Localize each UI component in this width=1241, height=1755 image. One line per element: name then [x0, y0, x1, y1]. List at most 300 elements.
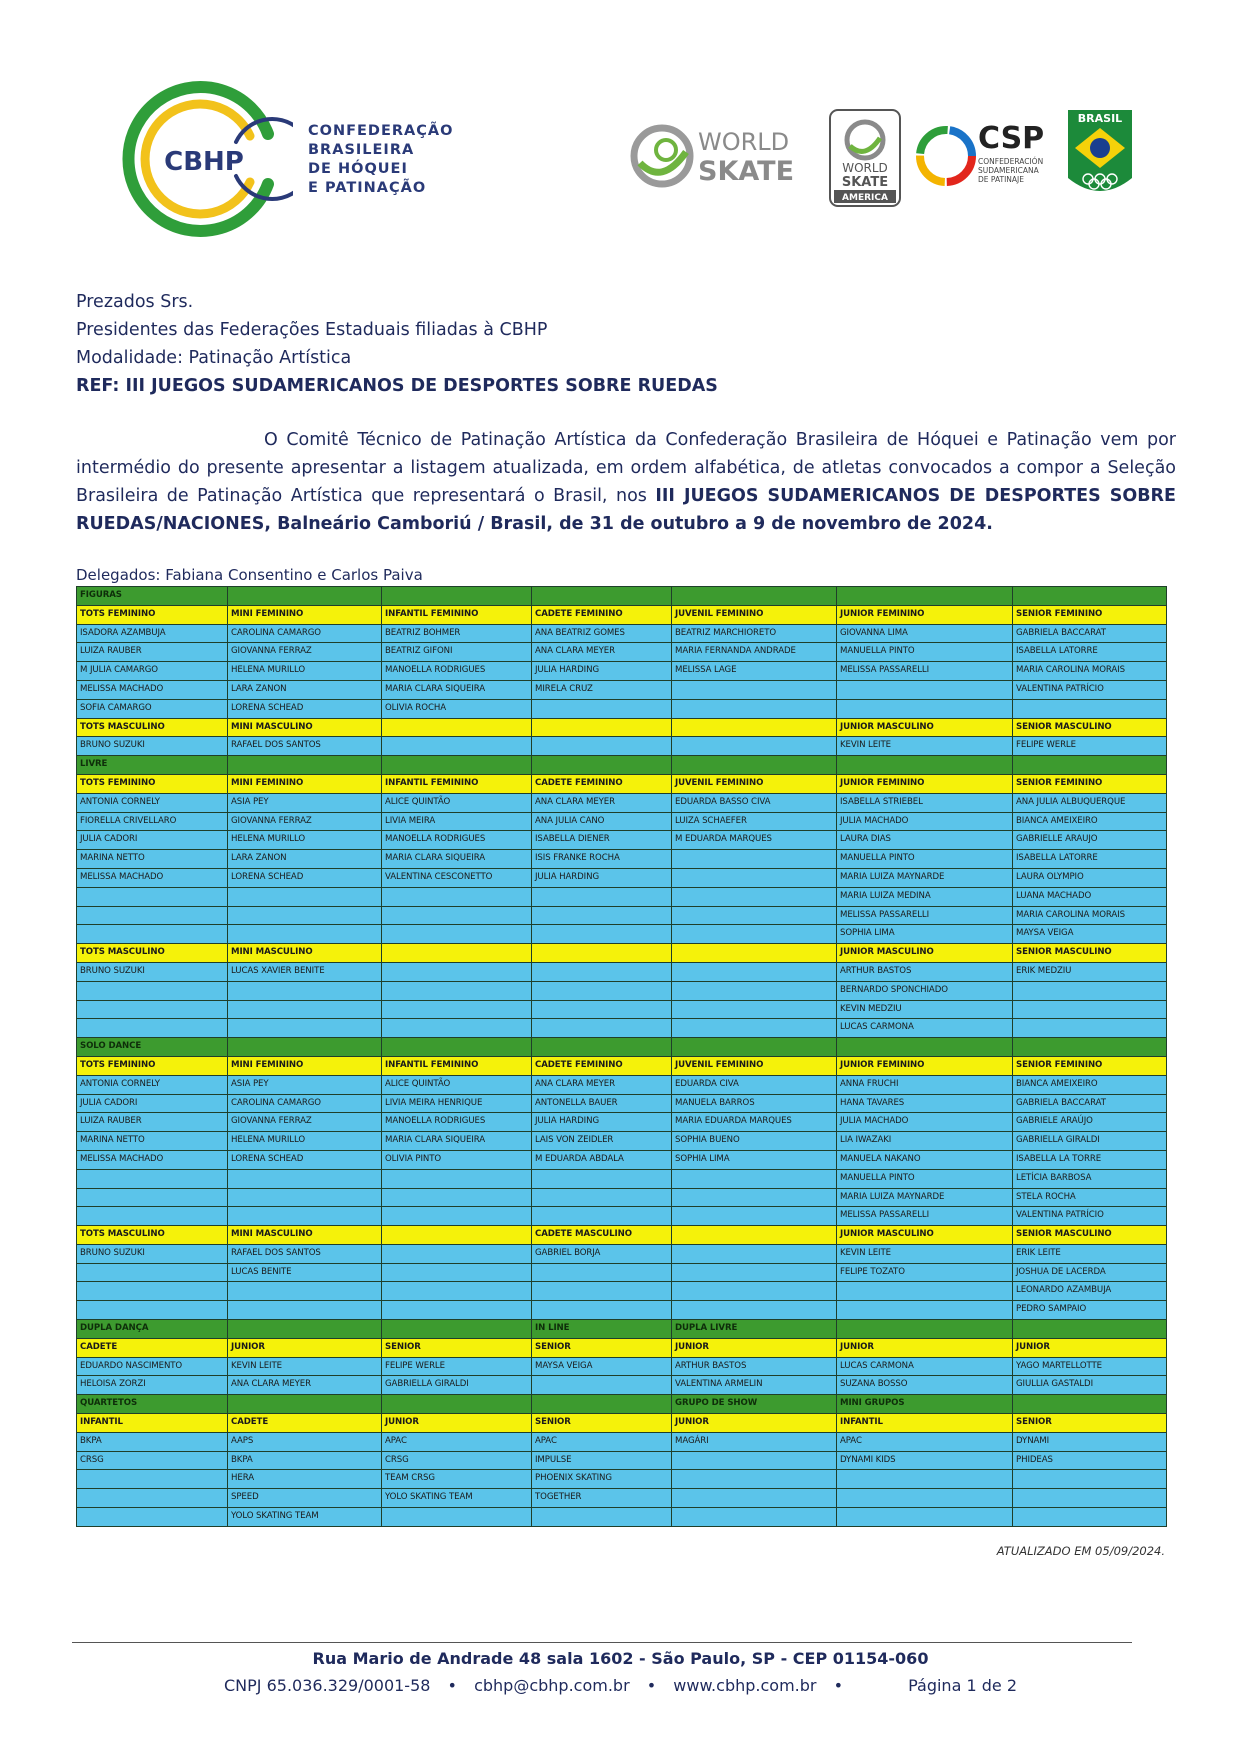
athlete-cell: [672, 925, 837, 944]
section-cell: [837, 587, 1013, 606]
athlete-cell: [532, 737, 672, 756]
athlete-cell: GABRIELLA GIRALDI: [382, 1376, 532, 1395]
athlete-cell: GABRIEL BORJA: [532, 1244, 672, 1263]
athlete-cell: [672, 1000, 837, 1019]
brasil-word: BRASIL: [1077, 112, 1123, 125]
athlete-cell: YAGO MARTELLOTTE: [1013, 1357, 1167, 1376]
category-cell: TOTS MASCULINO: [77, 1226, 228, 1245]
athlete-cell: MARIA LUIZA MEDINA: [837, 887, 1013, 906]
delegates-line: Delegados: Fabiana Consentino e Carlos Paiva: [76, 566, 423, 584]
athlete-cell: [532, 1207, 672, 1226]
athlete-cell: [77, 1508, 228, 1527]
athlete-cell: IMPULSE: [532, 1451, 672, 1470]
athlete-cell: CRSG: [77, 1451, 228, 1470]
athlete-cell: GIOVANNA FERRAZ: [228, 643, 382, 662]
athlete-cell: CRSG: [382, 1451, 532, 1470]
category-cell: SENIOR: [1013, 1414, 1167, 1433]
athlete-cell: GABRIELA BACCARAT: [1013, 1094, 1167, 1113]
category-cell: JUVENIL FEMININO: [672, 605, 837, 624]
brasil-olympic-shield: [1068, 110, 1132, 191]
wsa-word-3: AMERICA: [842, 193, 888, 203]
athlete-row: [77, 643, 1167, 662]
category-cell: [382, 944, 532, 963]
athlete-cell: BIANCA AMEIXEIRO: [1013, 812, 1167, 831]
category-cell: SENIOR FEMININO: [1013, 605, 1167, 624]
section-cell: IN LINE: [532, 1320, 672, 1339]
athlete-cell: [532, 1169, 672, 1188]
athlete-cell: MAYSA VEIGA: [532, 1357, 672, 1376]
category-cell: MINI MASCULINO: [228, 1226, 382, 1245]
athlete-cell: MARIA CLARA SIQUEIRA: [382, 1132, 532, 1151]
athlete-cell: [228, 906, 382, 925]
athlete-cell: [228, 887, 382, 906]
athlete-cell: [672, 1263, 837, 1282]
athlete-cell: LUCAS CARMONA: [837, 1019, 1013, 1038]
category-cell: [532, 944, 672, 963]
athlete-cell: [532, 1508, 672, 1527]
csp-line-3: DE PATINAJE: [978, 175, 1024, 184]
athlete-row: [77, 1263, 1167, 1282]
footer-cnpj: CNPJ 65.036.329/0001-58: [223, 1676, 431, 1695]
athlete-cell: [532, 1000, 672, 1019]
athlete-row: [77, 737, 1167, 756]
athlete-cell: [228, 925, 382, 944]
section-row: [77, 1320, 1167, 1339]
athlete-cell: MANOELLA RODRIGUES: [382, 1113, 532, 1132]
section-row: [77, 1038, 1167, 1057]
athlete-cell: HANA TAVARES: [837, 1094, 1013, 1113]
athlete-cell: [382, 1019, 532, 1038]
athlete-cell: [228, 1282, 382, 1301]
athlete-cell: JOSHUA DE LACERDA: [1013, 1263, 1167, 1282]
category-cell: JUNIOR FEMININO: [837, 605, 1013, 624]
athlete-cell: MANOELLA RODRIGUES: [382, 831, 532, 850]
athlete-cell: MARIA LUIZA MAYNARDE: [837, 868, 1013, 887]
athlete-cell: ANA BEATRIZ GOMES: [532, 624, 672, 643]
athlete-row: [77, 662, 1167, 681]
updated-note: ATUALIZADO EM 05/09/2024.: [996, 1544, 1165, 1558]
athlete-cell: [382, 887, 532, 906]
athlete-cell: LORENA SCHEAD: [228, 868, 382, 887]
athlete-cell: [532, 1188, 672, 1207]
athlete-row: [77, 1132, 1167, 1151]
athlete-cell: [532, 962, 672, 981]
section-row: [77, 756, 1167, 775]
section-cell: [228, 756, 382, 775]
athlete-cell: [672, 1188, 837, 1207]
cbhp-name-line-2: BRASILEIRA: [308, 142, 415, 158]
athlete-cell: MANUELA BARROS: [672, 1094, 837, 1113]
csp-line-1: CONFEDERACIÓN: [978, 157, 1044, 166]
athlete-row: [77, 624, 1167, 643]
athlete-cell: OLIVIA PINTO: [382, 1150, 532, 1169]
athlete-cell: ASIA PEY: [228, 1075, 382, 1094]
section-cell: [672, 587, 837, 606]
category-cell: TOTS FEMININO: [77, 605, 228, 624]
section-cell: QUARTETOS: [77, 1395, 228, 1414]
athlete-cell: BERNARDO SPONCHIADO: [837, 981, 1013, 1000]
athlete-cell: MARINA NETTO: [77, 850, 228, 869]
category-cell: SENIOR MASCULINO: [1013, 944, 1167, 963]
athlete-cell: LEONARDO AZAMBUJA: [1013, 1282, 1167, 1301]
reference-line: REF: III JUEGOS SUDAMERICANOS DE DESPORTES SOBRE RUEDAS: [76, 376, 718, 396]
athlete-cell: MELISSA MACHADO: [77, 1150, 228, 1169]
athlete-cell: [1013, 1000, 1167, 1019]
athlete-cell: ASIA PEY: [228, 793, 382, 812]
section-cell: [532, 756, 672, 775]
category-cell: JUNIOR: [672, 1338, 837, 1357]
athlete-cell: [837, 680, 1013, 699]
athlete-cell: MANUELLA PINTO: [837, 1169, 1013, 1188]
athlete-cell: BEATRIZ MARCHIORETO: [672, 624, 837, 643]
athlete-cell: ISABELLA LA TORRE: [1013, 1150, 1167, 1169]
athlete-cell: LAURA DIAS: [837, 831, 1013, 850]
athlete-cell: M JULIA CAMARGO: [77, 662, 228, 681]
category-header-row: [77, 944, 1167, 963]
athlete-cell: ANA JULIA CANO: [532, 812, 672, 831]
athlete-cell: [77, 1000, 228, 1019]
athlete-cell: ISADORA AZAMBUJA: [77, 624, 228, 643]
athlete-cell: [382, 1301, 532, 1320]
category-cell: SENIOR: [382, 1338, 532, 1357]
athlete-cell: [77, 1207, 228, 1226]
athlete-cell: [228, 1207, 382, 1226]
athlete-cell: DYNAMI KIDS: [837, 1451, 1013, 1470]
section-cell: [532, 1395, 672, 1414]
athlete-cell: MIRELA CRUZ: [532, 680, 672, 699]
athlete-cell: MELISSA MACHADO: [77, 868, 228, 887]
athlete-cell: LUIZA RAUBER: [77, 1113, 228, 1132]
athlete-cell: SUZANA BOSSO: [837, 1376, 1013, 1395]
athlete-cell: [382, 1244, 532, 1263]
athlete-cell: [672, 1489, 837, 1508]
category-cell: [672, 944, 837, 963]
category-cell: TOTS MASCULINO: [77, 944, 228, 963]
athlete-cell: MARIA CLARA SIQUEIRA: [382, 680, 532, 699]
athlete-cell: [672, 1169, 837, 1188]
athlete-cell: RAFAEL DOS SANTOS: [228, 737, 382, 756]
athlete-cell: TEAM CRSG: [382, 1470, 532, 1489]
section-cell: [382, 1395, 532, 1414]
athlete-cell: SOPHIA LIMA: [837, 925, 1013, 944]
athlete-cell: [382, 1169, 532, 1188]
athlete-cell: [77, 1470, 228, 1489]
athlete-row: [77, 1451, 1167, 1470]
athlete-cell: MELISSA LAGE: [672, 662, 837, 681]
athlete-cell: [77, 906, 228, 925]
athlete-cell: LARA ZANON: [228, 680, 382, 699]
category-cell: CADETE: [77, 1338, 228, 1357]
cbhp-name-line-1: CONFEDERAÇÃO: [308, 123, 454, 139]
category-cell: JUNIOR: [672, 1414, 837, 1433]
world-skate-america-logo: [830, 110, 900, 206]
athlete-cell: LUCAS CARMONA: [837, 1357, 1013, 1376]
athlete-cell: [77, 1301, 228, 1320]
athlete-cell: BEATRIZ BOHMER: [382, 624, 532, 643]
salutation: Prezados Srs.: [76, 292, 194, 312]
athlete-cell: LAURA OLYMPIO: [1013, 868, 1167, 887]
category-header-row: [77, 1056, 1167, 1075]
athlete-cell: LUCAS XAVIER BENITE: [228, 962, 382, 981]
athlete-cell: [532, 887, 672, 906]
section-cell: [672, 756, 837, 775]
athlete-cell: APAC: [382, 1432, 532, 1451]
section-cell: SOLO DANCE: [77, 1038, 228, 1057]
letter-header: [76, 288, 1176, 400]
athlete-cell: [228, 981, 382, 1000]
category-cell: SENIOR: [532, 1338, 672, 1357]
athlete-cell: PHOENIX SKATING: [532, 1470, 672, 1489]
category-cell: SENIOR: [532, 1414, 672, 1433]
athlete-cell: [382, 1000, 532, 1019]
athlete-row: [77, 1508, 1167, 1527]
athlete-cell: LORENA SCHEAD: [228, 1150, 382, 1169]
athlete-cell: KEVIN MEDZIU: [837, 1000, 1013, 1019]
athlete-cell: HELENA MURILLO: [228, 831, 382, 850]
category-cell: JUVENIL FEMININO: [672, 1056, 837, 1075]
athlete-cell: MELISSA PASSARELLI: [837, 1207, 1013, 1226]
athlete-cell: [532, 1301, 672, 1320]
csp-abbr: CSP: [978, 121, 1045, 156]
category-cell: [672, 1226, 837, 1245]
athlete-cell: MARIA EDUARDA MARQUES: [672, 1113, 837, 1132]
athlete-cell: LETÍCIA BARBOSA: [1013, 1169, 1167, 1188]
athlete-cell: [382, 1188, 532, 1207]
section-cell: [1013, 1395, 1167, 1414]
athlete-row: [77, 793, 1167, 812]
athlete-cell: VALENTINA PATRÍCIO: [1013, 1207, 1167, 1226]
category-cell: JUVENIL FEMININO: [672, 774, 837, 793]
cbhp-abbr: CBHP: [164, 147, 244, 177]
athlete-cell: LUANA MACHADO: [1013, 887, 1167, 906]
category-cell: SENIOR FEMININO: [1013, 774, 1167, 793]
athlete-cell: [382, 981, 532, 1000]
footer-address: Rua Mario de Andrade 48 sala 1602 - São Paulo, SP - CEP 01154-060: [312, 1649, 929, 1668]
athlete-row: [77, 1244, 1167, 1263]
athlete-cell: STELA ROCHA: [1013, 1188, 1167, 1207]
athlete-cell: [532, 906, 672, 925]
section-cell: [672, 1038, 837, 1057]
athlete-cell: [532, 699, 672, 718]
athlete-cell: [532, 1263, 672, 1282]
athlete-row: [77, 699, 1167, 718]
athlete-cell: [672, 737, 837, 756]
footer-bullet-3: •: [833, 1676, 843, 1695]
modality: Modalidade: Patinação Artística: [76, 348, 352, 368]
athlete-cell: YOLO SKATING TEAM: [228, 1508, 382, 1527]
athlete-cell: ARTHUR BASTOS: [837, 962, 1013, 981]
athlete-cell: [672, 868, 837, 887]
athlete-cell: GIOVANNA FERRAZ: [228, 812, 382, 831]
category-cell: SENIOR MASCULINO: [1013, 1226, 1167, 1245]
athlete-cell: MARINA NETTO: [77, 1132, 228, 1151]
footer-website[interactable]: www.cbhp.com.br: [673, 1676, 817, 1695]
athlete-cell: MARIA CAROLINA MORAIS: [1013, 906, 1167, 925]
athlete-row: [77, 1470, 1167, 1489]
athlete-cell: [77, 925, 228, 944]
category-cell: INFANTIL FEMININO: [382, 1056, 532, 1075]
athlete-row: [77, 1019, 1167, 1038]
athlete-row: [77, 868, 1167, 887]
athlete-cell: LUCAS BENITE: [228, 1263, 382, 1282]
athlete-cell: ANNA FRUCHI: [837, 1075, 1013, 1094]
athlete-cell: ISABELLA LATORRE: [1013, 850, 1167, 869]
athlete-cell: [672, 981, 837, 1000]
athlete-cell: [672, 1470, 837, 1489]
athlete-cell: CAROLINA CAMARGO: [228, 624, 382, 643]
athlete-cell: [1013, 1019, 1167, 1038]
athlete-cell: MANOELLA RODRIGUES: [382, 662, 532, 681]
athlete-cell: [77, 1282, 228, 1301]
section-cell: [382, 587, 532, 606]
category-cell: MINI FEMININO: [228, 605, 382, 624]
athlete-cell: PHIDEAS: [1013, 1451, 1167, 1470]
athlete-cell: [228, 1301, 382, 1320]
section-cell: [382, 1038, 532, 1057]
athlete-cell: APAC: [532, 1432, 672, 1451]
category-header-row: [77, 1226, 1167, 1245]
athlete-cell: [672, 1282, 837, 1301]
athlete-cell: HERA: [228, 1470, 382, 1489]
athlete-cell: [77, 887, 228, 906]
athlete-cell: [1013, 699, 1167, 718]
category-cell: INFANTIL FEMININO: [382, 605, 532, 624]
athlete-cell: [228, 1188, 382, 1207]
athlete-cell: SOPHIA LIMA: [672, 1150, 837, 1169]
athlete-cell: VALENTINA CESCONETTO: [382, 868, 532, 887]
athlete-cell: [1013, 1470, 1167, 1489]
category-cell: JUNIOR MASCULINO: [837, 1226, 1013, 1245]
athlete-cell: MARIA FERNANDA ANDRADE: [672, 643, 837, 662]
footer-page-number: Página 1 de 2: [908, 1676, 1017, 1695]
category-cell: JUNIOR FEMININO: [837, 1056, 1013, 1075]
body-bold-text: III JUEGOS SUDAMERICANOS DE DESPORTES SOBRE RUEDAS/NACIONES, Balneário Camboriú / Brasil, de 31 de outubro a 9 de novembro de 2024.: [76, 486, 1176, 534]
athlete-cell: [837, 1282, 1013, 1301]
athlete-cell: BRUNO SUZUKI: [77, 1244, 228, 1263]
category-cell: MINI MASCULINO: [228, 718, 382, 737]
athlete-cell: LORENA SCHEAD: [228, 699, 382, 718]
category-cell: JUNIOR MASCULINO: [837, 718, 1013, 737]
athlete-cell: ALICE QUINTÃO: [382, 1075, 532, 1094]
athlete-row: [77, 1150, 1167, 1169]
category-cell: TOTS MASCULINO: [77, 718, 228, 737]
athlete-cell: MELISSA PASSARELLI: [837, 662, 1013, 681]
section-cell: [228, 1038, 382, 1057]
section-cell: [1013, 1320, 1167, 1339]
athlete-cell: ISABELLA DIENER: [532, 831, 672, 850]
section-row: [77, 1395, 1167, 1414]
athlete-cell: [1013, 981, 1167, 1000]
athlete-cell: HELENA MURILLO: [228, 1132, 382, 1151]
world-skate-word-2: SKATE: [698, 156, 795, 187]
csp-line-2: SUDAMERICANA: [978, 166, 1039, 175]
athlete-cell: JULIA CADORI: [77, 831, 228, 850]
footer-email[interactable]: cbhp@cbhp.com.br: [474, 1676, 630, 1695]
footer-bullet-1: •: [447, 1676, 457, 1695]
footer-bullet-2: •: [646, 1676, 657, 1695]
athlete-cell: [672, 1019, 837, 1038]
footer-info: [0, 1676, 1241, 1695]
category-cell: SENIOR MASCULINO: [1013, 718, 1167, 737]
category-header-row: [77, 1414, 1167, 1433]
athlete-cell: EDUARDO NASCIMENTO: [77, 1357, 228, 1376]
body-plain-text: O Comitê Técnico de Patinação Artística da Confederação Brasileira de Hóquei e Patinação vem por intermédio do presente apresentar a listagem atualizada, em ordem alfabética, de atletas convocados a compor a Seleção Brasileira de Patinação Artística que representará o Brasil, nos: [76, 430, 1176, 506]
section-cell: [1013, 1038, 1167, 1057]
wsa-word-2: SKATE: [841, 175, 889, 190]
athlete-cell: FIORELLA CRIVELLARO: [77, 812, 228, 831]
section-cell: LIVRE: [77, 756, 228, 775]
section-cell: [382, 756, 532, 775]
athlete-cell: ERIK MEDZIU: [1013, 962, 1167, 981]
section-cell: [228, 1320, 382, 1339]
athlete-cell: GIOVANNA LIMA: [837, 624, 1013, 643]
athlete-cell: EDUARDA BASSO CIVA: [672, 793, 837, 812]
athlete-cell: ISIS FRANKE ROCHA: [532, 850, 672, 869]
athlete-cell: ANA CLARA MEYER: [228, 1376, 382, 1395]
athlete-cell: FELIPE WERLE: [382, 1357, 532, 1376]
athlete-row: [77, 981, 1167, 1000]
athlete-row: [77, 680, 1167, 699]
category-cell: JUNIOR: [382, 1414, 532, 1433]
athlete-row: [77, 1169, 1167, 1188]
category-cell: CADETE MASCULINO: [532, 1226, 672, 1245]
athlete-cell: RAFAEL DOS SANTOS: [228, 1244, 382, 1263]
category-cell: CADETE FEMININO: [532, 774, 672, 793]
athlete-cell: ALICE QUINTÃO: [382, 793, 532, 812]
athlete-cell: [77, 981, 228, 1000]
athlete-cell: [228, 1169, 382, 1188]
athlete-cell: [382, 1207, 532, 1226]
athlete-cell: ANA JULIA ALBUQUERQUE: [1013, 793, 1167, 812]
athlete-cell: KEVIN LEITE: [837, 1244, 1013, 1263]
athlete-cell: GABRIELLE ARAUJO: [1013, 831, 1167, 850]
athlete-cell: SOFIA CAMARGO: [77, 699, 228, 718]
cbhp-name-line-3: DE HÓQUEI: [308, 161, 408, 177]
athlete-row: [77, 1357, 1167, 1376]
athlete-cell: [228, 1000, 382, 1019]
athlete-cell: LUIZA SCHAEFER: [672, 812, 837, 831]
category-header-row: [77, 1338, 1167, 1357]
athlete-cell: [837, 1301, 1013, 1320]
cbhp-full-name: [308, 122, 453, 198]
athlete-cell: [672, 887, 837, 906]
athlete-cell: [672, 1207, 837, 1226]
section-cell: [532, 1038, 672, 1057]
athlete-cell: JULIA HARDING: [532, 1113, 672, 1132]
athlete-cell: APAC: [837, 1432, 1013, 1451]
world-skate-word-1: WORLD: [698, 128, 790, 156]
section-cell: [837, 1320, 1013, 1339]
athlete-cell: ANA CLARA MEYER: [532, 793, 672, 812]
addressee: Presidentes das Federações Estaduais filiadas à CBHP: [76, 320, 548, 340]
section-cell: [532, 587, 672, 606]
letter-body: [76, 426, 1176, 538]
section-cell: DUPLA DANÇA: [77, 1320, 228, 1339]
athlete-row: [77, 850, 1167, 869]
athlete-row: [77, 1207, 1167, 1226]
athlete-cell: [532, 1019, 672, 1038]
athlete-cell: BEATRIZ GIFONI: [382, 643, 532, 662]
athlete-cell: ANA CLARA MEYER: [532, 643, 672, 662]
athlete-cell: [77, 1169, 228, 1188]
athlete-cell: [672, 850, 837, 869]
athlete-cell: GABRIELE ARAÚJO: [1013, 1113, 1167, 1132]
athlete-cell: CAROLINA CAMARGO: [228, 1094, 382, 1113]
athlete-cell: BRUNO SUZUKI: [77, 962, 228, 981]
athlete-cell: ISABELLA STRIEBEL: [837, 793, 1013, 812]
athlete-cell: ANTONIA CORNELY: [77, 1075, 228, 1094]
category-cell: CADETE FEMININO: [532, 605, 672, 624]
